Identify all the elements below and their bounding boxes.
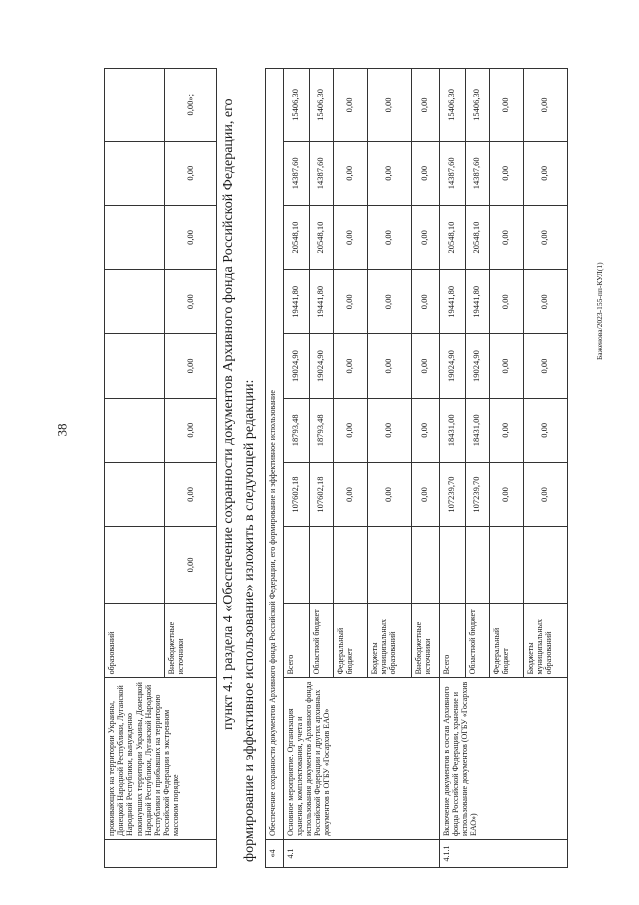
top-value: 0,00 — [165, 205, 217, 269]
trailing-cell — [367, 527, 411, 604]
top-source: Внебюджетные источники — [165, 603, 217, 678]
top-value: 0,00 — [165, 527, 217, 604]
amount-cell: 19441,80 — [309, 270, 333, 334]
amount-cell: 0,00 — [333, 205, 367, 269]
top-source: образований — [105, 603, 165, 678]
amount-cell: 15406,30 — [439, 69, 465, 142]
top-value — [105, 205, 165, 269]
amount-cell: 19024,90 — [309, 334, 333, 398]
amount-cell: 19024,90 — [283, 334, 309, 398]
amount-cell: 0,00 — [523, 462, 567, 526]
top-value — [105, 527, 165, 604]
funding-source: Бюджеты муниципальных образований — [523, 603, 567, 678]
table-row — [283, 69, 309, 868]
amount-cell: 0,00 — [333, 69, 367, 142]
amount-cell: 0,00 — [523, 69, 567, 142]
funding-source: Областной бюджет — [465, 603, 489, 678]
amount-cell: 19024,90 — [465, 334, 489, 398]
amount-cell: 0,00 — [333, 270, 367, 334]
amount-cell: 0,00 — [523, 205, 567, 269]
amount-cell: 0,00 — [523, 398, 567, 462]
amount-cell: 20548,10 — [309, 205, 333, 269]
amount-cell: 0,00 — [367, 205, 411, 269]
amendment-heading: пункт 4.1 раздела 4 «Обеспечение сохранности документов Архивного фонда Российской Федерации, его — [221, 98, 236, 730]
trailing-cell — [411, 527, 439, 604]
amount-cell: 0,00 — [489, 334, 523, 398]
row-number: 4.1.1 — [439, 840, 567, 868]
row-description: Включение документов в состав Архивного фонда Российской Федерации, хранение и использование документов (ОГБУ «Госархив ЕАО») — [439, 678, 567, 840]
amount-cell: 0,00 — [489, 141, 523, 205]
amendment-heading-cont: формирование и эффективное использование» изложить в следующей редакции: — [241, 379, 257, 862]
funding-source: Федеральный бюджет — [333, 603, 367, 678]
row-description: Основное мероприятие. Организация хранения, комплектования, учета и использования документов Архивного фонда Российской Федерации и других архивных документов в ОГБУ «Госархив ЕАО» — [283, 678, 439, 840]
amount-cell: 15406,30 — [283, 69, 309, 142]
section-number: «4 — [265, 840, 283, 868]
amount-cell: 19441,80 — [465, 270, 489, 334]
amount-cell: 0,00 — [367, 141, 411, 205]
trailing-cell — [439, 527, 465, 604]
section-title: Обеспечение сохранности документов Архивного фонда Российской Федерации, его формирование и эффективное использование — [265, 69, 283, 840]
document-code: Баженова/2023-155-пп-КУЛ(1) — [595, 262, 604, 360]
rotated-document — [104, 68, 553, 868]
table-row — [439, 69, 465, 868]
trailing-cell — [489, 527, 523, 604]
top-value — [105, 334, 165, 398]
amount-cell: 14387,60 — [465, 141, 489, 205]
funding-source: Бюджеты муниципальных образований — [367, 603, 411, 678]
top-value: 0,00 — [165, 398, 217, 462]
amount-cell: 0,00 — [333, 334, 367, 398]
amount-cell: 107239,70 — [465, 462, 489, 526]
amount-cell: 19441,80 — [283, 270, 309, 334]
amount-cell: 18431,00 — [465, 398, 489, 462]
amount-cell: 0,00 — [367, 462, 411, 526]
amount-cell: 18431,00 — [439, 398, 465, 462]
amount-cell: 0,00 — [333, 141, 367, 205]
amount-cell: 14387,60 — [439, 141, 465, 205]
amount-cell: 0,00 — [367, 69, 411, 142]
amount-cell: 0,00 — [489, 69, 523, 142]
top-value: 0,00 — [165, 141, 217, 205]
amount-cell: 20548,10 — [439, 205, 465, 269]
top-number-cell — [105, 840, 217, 868]
top-value: 0,00»; — [165, 69, 217, 142]
amount-cell: 15406,30 — [465, 69, 489, 142]
amount-cell: 0,00 — [411, 270, 439, 334]
amount-cell: 14387,60 — [309, 141, 333, 205]
funding-source: Федеральный бюджет — [489, 603, 523, 678]
amount-cell: 0,00 — [523, 270, 567, 334]
top-value: 0,00 — [165, 270, 217, 334]
amount-cell: 0,00 — [489, 270, 523, 334]
amount-cell: 0,00 — [333, 398, 367, 462]
amount-cell: 0,00 — [489, 462, 523, 526]
top-value — [105, 398, 165, 462]
top-value: 0,00 — [165, 334, 217, 398]
top-value — [105, 141, 165, 205]
top-table — [104, 68, 217, 868]
top-value: 0,00 — [165, 462, 217, 526]
amount-cell: 0,00 — [489, 398, 523, 462]
amount-cell: 18793,48 — [309, 398, 333, 462]
amount-cell: 107602,18 — [309, 462, 333, 526]
amount-cell: 107602,18 — [283, 462, 309, 526]
amount-cell: 19441,80 — [439, 270, 465, 334]
top-value — [105, 69, 165, 142]
funding-source: Областной бюджет — [309, 603, 333, 678]
funding-source: Всего — [439, 603, 465, 678]
amount-cell: 0,00 — [411, 334, 439, 398]
amount-cell: 20548,10 — [465, 205, 489, 269]
main-table — [265, 68, 568, 868]
amount-cell: 0,00 — [411, 141, 439, 205]
trailing-cell — [309, 527, 333, 604]
amount-cell: 0,00 — [411, 462, 439, 526]
funding-source: Всего — [283, 603, 309, 678]
amount-cell: 0,00 — [411, 205, 439, 269]
top-value — [105, 270, 165, 334]
amount-cell: 0,00 — [411, 69, 439, 142]
amount-cell: 15406,30 — [309, 69, 333, 142]
amount-cell: 0,00 — [367, 270, 411, 334]
amount-cell: 0,00 — [411, 398, 439, 462]
amount-cell: 0,00 — [333, 462, 367, 526]
trailing-cell — [333, 527, 367, 604]
amount-cell: 18793,48 — [283, 398, 309, 462]
amount-cell: 19024,90 — [439, 334, 465, 398]
trailing-cell — [465, 527, 489, 604]
amount-cell: 14387,60 — [283, 141, 309, 205]
amount-cell: 0,00 — [523, 141, 567, 205]
trailing-cell — [283, 527, 309, 604]
amount-cell: 20548,10 — [283, 205, 309, 269]
page-number: 38 — [54, 423, 70, 437]
amount-cell: 0,00 — [523, 334, 567, 398]
funding-source: Внебюджетные источники — [411, 603, 439, 678]
amount-cell: 0,00 — [367, 334, 411, 398]
amount-cell: 0,00 — [367, 398, 411, 462]
row-number: 4.1 — [283, 840, 439, 868]
top-description: проживающих на территории Украины, Донецкой Народной Республики, Луганской Народной Республики, вынужденно покинувших территории Украины, Донецкой Народной Республики, Луганской Народной Республики и прибывших на территорию Российской Федерации в экстренном массовом порядке — [105, 678, 217, 840]
amount-cell: 107239,70 — [439, 462, 465, 526]
top-value — [105, 462, 165, 526]
amount-cell: 0,00 — [489, 205, 523, 269]
trailing-cell — [523, 527, 567, 604]
